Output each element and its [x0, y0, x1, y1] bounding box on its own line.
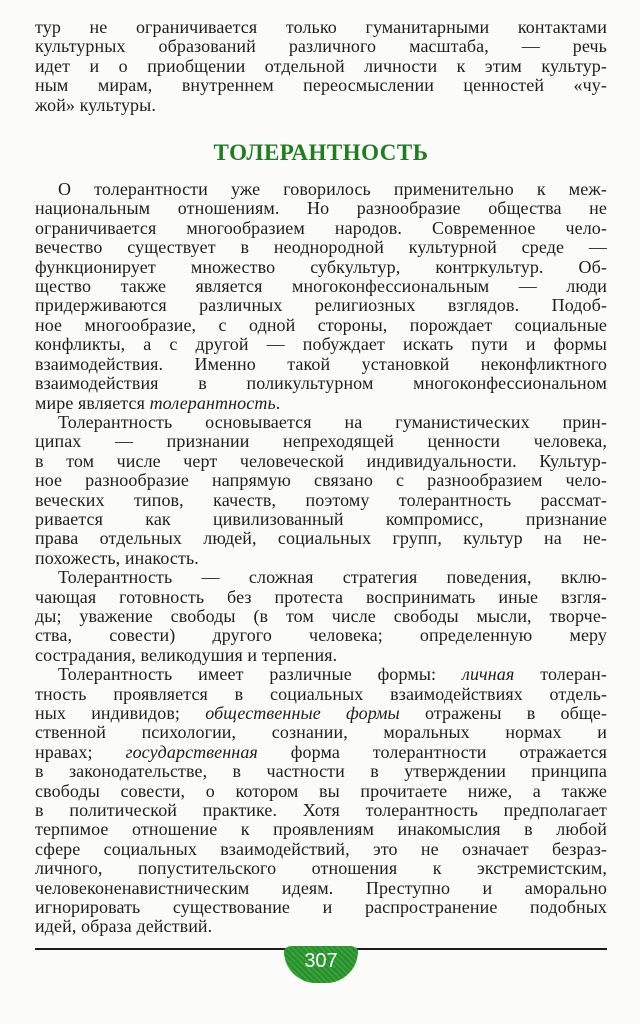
text-line: культурных образований различного масштаба, — речь: [35, 36, 607, 57]
text-line: права отдельных людей, социальных групп, культур на не-: [35, 528, 607, 549]
text-line: Толерантность — сложная стратегия поведения, вклю-: [58, 567, 607, 588]
italic-term: личная: [462, 664, 515, 685]
text-line: свободы совести, о котором вы прочитаете ниже, а также: [35, 780, 607, 801]
text-line: человеконенавистническим идеям. Преступно и аморально: [35, 877, 607, 898]
text-line: взаимодействия в поликультурном многоконфессиональном: [35, 373, 607, 394]
page-footer: [35, 948, 607, 983]
text-line: в законодательстве, в частности в утверждении принципа: [35, 761, 607, 782]
text-line: в том числе черт человеческой индивидуальности. Культур-: [35, 450, 607, 471]
paragraph: [35, 568, 607, 665]
italic-term: толерантность: [149, 392, 276, 413]
text-line: конфликты, а с другой — побуждает искать пути и формы: [35, 334, 607, 355]
paragraph: [35, 665, 607, 937]
text-line: Толерантность имеет различные формы: личная толеран-: [58, 664, 607, 685]
text-line: ственной психологии, сознании, моральных нормах и: [35, 722, 607, 743]
text-line: вечество существует в неоднородной культурной среде —: [35, 237, 607, 258]
text-line: ное многообразие, с одной стороны, порождает социальные: [35, 314, 607, 335]
text-line: ное разнообразие напрямую связано с разнообразием чело-: [35, 470, 607, 491]
text-line: ных индивидов; общественные формы отражены в обще-: [35, 703, 607, 723]
text-line: жой» культуры.: [35, 94, 156, 115]
text-line: похожесть, инакость.: [35, 547, 199, 568]
text-line: Толерантность основывается на гуманистических прин-: [58, 411, 607, 432]
italic-term: государственная: [125, 741, 258, 762]
text-line: ды; уважение свободы (в том числе свободы мысли, творче-: [35, 605, 607, 626]
text-line: игнорировать существование и распространение подобных: [35, 897, 607, 918]
text-line: тур не ограничивается только гуманитарными контактами: [35, 17, 607, 37]
text-line: ным мирам, внутреннем переосмыслении ценностей «чу-: [35, 75, 607, 96]
text-line: нравах; государственная форма толерантности отражается: [35, 741, 607, 762]
document-body: [35, 18, 607, 937]
paragraph: [35, 413, 607, 568]
page-number-badge: [284, 946, 358, 983]
text-line: ривается как цивилизованный компромисс, признание: [35, 508, 607, 529]
text-line: в политической практике. Хотя толерантность предполагает: [35, 800, 607, 821]
paragraph: [35, 18, 607, 115]
text-line: ципах — признании непреходящей ценности человека,: [35, 431, 607, 452]
italic-term: общественные формы: [205, 703, 400, 723]
text-line: национальным отношениям. Но разнообразие общества не: [35, 198, 607, 219]
paragraph: [35, 180, 607, 413]
section-heading: ТОЛЕРАНТНОСТЬ: [213, 140, 429, 166]
text-line: ограничивается многообразием народов. Современное чело-: [35, 217, 607, 238]
text-line: мире является толерантность.: [35, 392, 281, 413]
text-line: функционирует множество субкультур, контркультур. Об-: [35, 256, 607, 277]
text-line: О толерантности уже говорилось применительно к меж-: [58, 179, 607, 200]
text-line: идей, образа действий.: [35, 916, 213, 937]
text-line: придерживаются различных религиозных взглядов. Подоб-: [35, 295, 607, 316]
text-line: щество также является многоконфессиональным — люди: [35, 276, 607, 297]
text-line: терпимое отношение к проявлениям инакомыслия в любой: [35, 819, 607, 840]
text-line: сострадания, великодушия и терпения.: [35, 644, 338, 665]
text-line: тность проявляется в социальных взаимодействиях отдель-: [35, 683, 607, 704]
text-line: веческих типов, качеств, поэтому толерантность рассмат-: [35, 489, 607, 510]
text-line: ства, совести) другого человека; определенную меру: [35, 625, 607, 646]
text-line: идет и о приобщении отдельной личности к этим культур-: [35, 55, 607, 76]
page-number: 307: [304, 949, 338, 972]
text-line: сфере социальных взаимодействий, это не означает безраз-: [35, 838, 607, 859]
text-line: чающая готовность без протеста воспринимать иные взгля-: [35, 586, 607, 607]
text-line: взаимодействия. Именно такой установкой неконфликтного: [35, 353, 607, 374]
text-line: личного, попустительского отношения к экстремистским,: [35, 858, 607, 879]
